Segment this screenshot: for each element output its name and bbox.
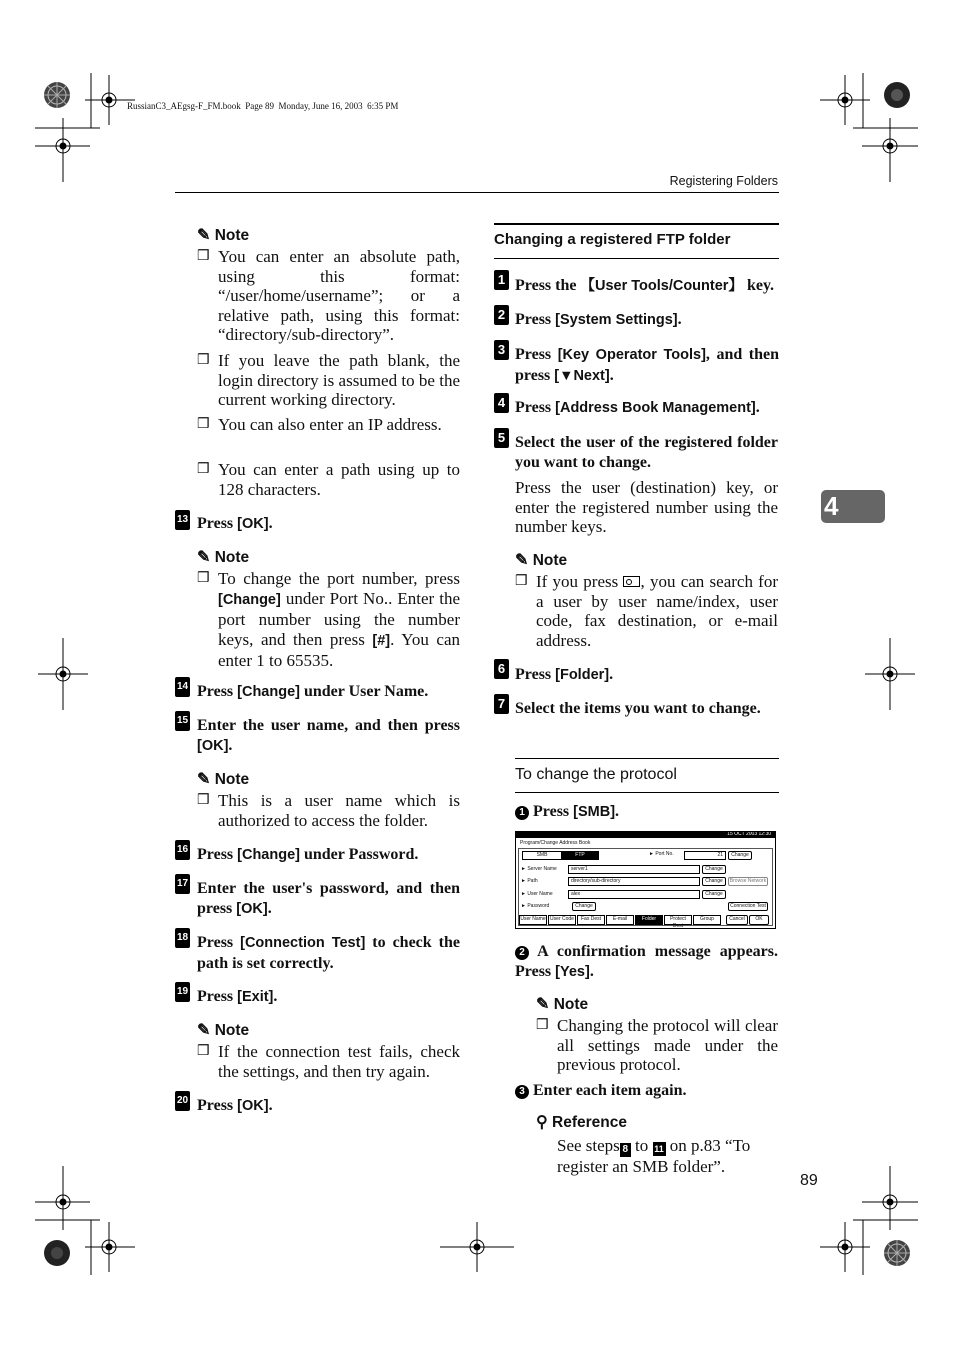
step-text-pre: Enter the user's password, and then press	[197, 880, 460, 917]
checkbox-bullet-icon: ❒	[197, 249, 210, 264]
note-label: Note	[532, 552, 568, 569]
chapter-number: 4	[824, 491, 839, 521]
user-name-field[interactable]: alex	[568, 890, 700, 899]
substep-3-text	[515, 1081, 779, 1101]
step-text-pre: Press	[515, 346, 558, 363]
connection-test-key: [Connection Test]	[240, 935, 366, 951]
subsection-title: To change the protocol	[515, 766, 677, 783]
step-text-post: to check the path is set correctly.	[197, 934, 460, 972]
tab-fax-dest[interactable]: Fax Dest	[577, 915, 605, 925]
step-text-post: .	[609, 366, 614, 384]
system-settings-key: [System Settings]	[555, 312, 678, 328]
step-number: 7	[494, 694, 509, 714]
step-14-text	[197, 682, 461, 703]
step-number: 19	[175, 982, 190, 1002]
step-number: 4	[494, 393, 509, 413]
step-18-text	[197, 933, 460, 973]
key-operator-tools-key: [Key Operator Tools]	[557, 347, 706, 363]
step-text-pre: Enter the user name, and then press	[197, 717, 460, 734]
step-text: Enter each item again.	[533, 1082, 687, 1099]
step-text-pre: A confirmation message appears. Press	[515, 943, 778, 980]
step-text-post: key.	[742, 277, 775, 294]
step-text-post: .	[228, 736, 233, 754]
step-text-post: .	[677, 311, 682, 328]
checkbox-bullet-icon: ❒	[197, 1044, 210, 1059]
step-text-pre: Press	[197, 988, 238, 1005]
search-key-icon	[623, 576, 640, 587]
step-text-pre: Press	[515, 666, 556, 683]
step-text-pre: Press	[515, 311, 556, 328]
screen-status: 15 OCT 2003 12:30	[727, 831, 771, 837]
ok-key: [OK]	[237, 516, 269, 532]
user-name-label: ► User Name	[521, 891, 553, 897]
step-text-pre: Press	[533, 803, 574, 820]
note-text-part: If you press	[536, 572, 624, 591]
header-rule	[175, 192, 779, 193]
smb-button[interactable]: SMB	[522, 851, 562, 860]
step-text-mid: , and then press	[515, 346, 780, 384]
change-key: [Change]	[237, 847, 300, 863]
user-name-change-button[interactable]: Change	[702, 890, 726, 899]
step-text-post: .	[268, 1097, 273, 1114]
tab-user-name[interactable]: User Name	[519, 915, 547, 925]
control-panel-screenshot	[515, 831, 776, 929]
pencil-icon: ✎	[197, 1022, 211, 1039]
reference-text-part: See steps	[557, 1136, 620, 1155]
reference-text-part: to	[630, 1136, 653, 1155]
note-label: Note	[214, 549, 250, 566]
pencil-icon: ✎	[197, 549, 211, 566]
server-name-label: ► Server Name	[521, 866, 557, 872]
tab-email[interactable]: E-mail	[606, 915, 634, 925]
step-text-pre: Press	[197, 515, 238, 532]
substep-number: 3	[515, 1085, 529, 1099]
exit-key: [Exit]	[237, 989, 274, 1005]
smb-key: [SMB]	[573, 804, 616, 820]
step-text-post: .	[267, 899, 272, 917]
step-text-post: .	[268, 515, 273, 532]
step-number: 20	[175, 1091, 190, 1111]
note-text: This is a user name which is authorized to access the folder.	[218, 791, 460, 830]
step-number: 6	[494, 659, 509, 679]
next-key: [▼Next]	[554, 367, 610, 384]
note-heading	[197, 225, 249, 245]
step-text-post: under User Name.	[299, 683, 429, 700]
step-number: 1	[494, 270, 509, 290]
pencil-icon: ✎	[536, 996, 550, 1013]
running-header: Registering Folders	[669, 174, 778, 188]
yes-key: [Yes]	[555, 963, 590, 980]
note-text-part: . You can enter 1 to 65535.	[218, 629, 460, 671]
step-ref-8: 8	[620, 1143, 631, 1157]
note-heading	[515, 550, 567, 570]
tab-group[interactable]: Group	[693, 915, 721, 925]
reference-text-part: on p.83 “To register an SMB folder”.	[557, 1136, 751, 1176]
change-key: [Change]	[218, 591, 281, 608]
change-key: [Change]	[237, 684, 300, 700]
screen-tab-bar	[519, 915, 771, 929]
screen-cancel-button[interactable]: Cancel	[726, 915, 748, 925]
note-text: You can also enter an IP address.	[218, 415, 442, 434]
step-number: 16	[175, 840, 190, 860]
pencil-icon: ✎	[197, 771, 211, 788]
note-text: Changing the protocol will clear all settings made under the previous protocol.	[557, 1016, 778, 1075]
step-2-text	[515, 310, 779, 331]
screen-ok-button[interactable]: OK	[749, 915, 769, 925]
step-20-text	[197, 1096, 461, 1117]
step-6-text	[515, 665, 779, 686]
step-text-post: .	[589, 962, 594, 980]
path-change-button[interactable]: Change	[702, 877, 726, 886]
pencil-icon: ✎	[197, 227, 211, 244]
password-label: ► Password	[521, 903, 550, 909]
note-label: Note	[214, 227, 250, 244]
ftp-button[interactable]: FTP	[561, 851, 599, 860]
checkbox-bullet-icon: ❒	[197, 793, 210, 808]
step-16-text	[197, 845, 461, 866]
note-text: You can enter a path using up to 128 characters.	[218, 460, 460, 499]
step-text-post: .	[755, 399, 760, 416]
address-book-management-key: [Address Book Management]	[555, 400, 756, 416]
substep-number: 1	[515, 806, 529, 820]
tab-user-code[interactable]: User Code	[548, 915, 576, 925]
subsection-rule-bottom	[515, 792, 779, 793]
checkbox-bullet-icon: ❒	[536, 1018, 549, 1033]
step-number: 17	[175, 874, 190, 894]
tab-folder[interactable]: Folder	[635, 915, 663, 925]
step-text-post: .	[609, 666, 614, 683]
step-7-text: Select the items you want to change.	[515, 700, 761, 717]
step-15-text	[197, 716, 460, 756]
step-13-text	[197, 514, 461, 535]
ok-key: [OK]	[236, 900, 268, 917]
path-label: ► Path	[521, 878, 538, 884]
note-text	[218, 569, 460, 671]
step-text-post: .	[615, 803, 620, 820]
ok-key: [OK]	[237, 1098, 269, 1114]
checkbox-bullet-icon: ❒	[197, 571, 210, 586]
checkbox-bullet-icon: ❒	[515, 574, 528, 589]
reference-text	[557, 1136, 779, 1177]
section-rule-top	[494, 223, 779, 225]
connection-test-button[interactable]: Connection Test	[728, 902, 768, 911]
step-text-post: .	[273, 988, 278, 1005]
step-text-pre: Press the	[515, 277, 581, 294]
step-number: 13	[175, 510, 190, 530]
user-tools-counter-key: 【User Tools/Counter】	[580, 278, 743, 294]
note-text	[536, 572, 778, 650]
password-change-button[interactable]: Change	[572, 902, 596, 911]
checkbox-bullet-icon: ❒	[197, 462, 210, 477]
subsection-rule-top	[515, 758, 779, 759]
note-heading	[197, 769, 249, 789]
step-number: 15	[175, 711, 190, 731]
note-text: If the connection test fails, check the settings, and then try again.	[218, 1042, 460, 1081]
step-number: 14	[175, 677, 190, 697]
substep-1-text	[515, 802, 779, 823]
tab-protect-dest[interactable]: Protect Dest	[664, 915, 692, 925]
note-text: If you leave the path blank, the login directory is assumed to be the current working directory.	[218, 351, 460, 410]
step-text-pre: Press	[197, 1097, 238, 1114]
note-text-part: , you can search for a user by user name/index, user code, fax destination, or e-mail address.	[536, 572, 779, 650]
note-text-part: under Port No.. Enter the port number using the number keys, and then press	[218, 588, 460, 649]
section-rule-bottom	[494, 258, 779, 259]
reference-heading	[536, 1112, 627, 1132]
pencil-icon: ✎	[515, 552, 529, 569]
step-5-body: Press the user (destination) key, or enter the registered number using the number keys.	[515, 478, 778, 537]
substep-2-text	[515, 942, 778, 982]
note-text-part: To change the port number, press	[218, 569, 460, 588]
page-number: 89	[800, 1172, 818, 1189]
browse-network-button[interactable]: Browse Network	[729, 878, 767, 884]
section-title: Changing a registered FTP folder	[494, 231, 731, 248]
checkbox-bullet-icon: ❒	[197, 353, 210, 368]
step-4-text	[515, 398, 779, 419]
step-text-post: under Password.	[299, 846, 419, 863]
step-number: 3	[494, 340, 509, 360]
reference-label: Reference	[552, 1114, 627, 1131]
note-heading	[197, 547, 249, 567]
step-text-pre: Press	[197, 846, 238, 863]
step-19-text	[197, 987, 461, 1008]
file-header: RussianC3_AEgsg-F_FM.book Page 89 Monday, June 16, 2003 6:35 PM	[127, 101, 399, 111]
step-ref-11: 11	[654, 1144, 664, 1154]
note-label: Note	[553, 996, 589, 1013]
note-heading	[197, 1020, 249, 1040]
substep-number: 2	[515, 946, 529, 960]
step-1-text	[515, 276, 779, 297]
hash-key: [#]	[372, 632, 391, 649]
note-label: Note	[214, 771, 250, 788]
server-name-field[interactable]: server1	[568, 865, 700, 874]
checkbox-bullet-icon: ❒	[197, 417, 210, 432]
step-text-pre: Press	[197, 934, 241, 951]
step-text-pre: Press	[197, 683, 238, 700]
ok-key: [OK]	[197, 737, 229, 754]
step-text-pre: Press	[515, 399, 556, 416]
server-change-button[interactable]: Change	[702, 865, 726, 874]
chapter-tab	[821, 490, 885, 523]
path-field[interactable]: directory/sub-directory	[568, 877, 700, 886]
note-heading	[536, 994, 588, 1014]
note-text: You can enter an absolute path, using this format: “/user/home/username”; or a relative path, using this format: “directory/sub-directory”.	[218, 247, 460, 345]
step-17-text	[197, 879, 460, 919]
step-number: 5	[494, 428, 509, 448]
step-number: 2	[494, 305, 509, 325]
step-5-text: Select the user of the registered folder you want to change.	[515, 434, 778, 471]
step-3-text	[515, 345, 779, 386]
folder-key: [Folder]	[555, 667, 610, 683]
note-label: Note	[214, 1022, 250, 1039]
step-number: 18	[175, 928, 190, 948]
magnifier-icon: ⚲	[536, 1114, 548, 1131]
screen-title: Program/Change Address Book	[520, 840, 591, 846]
port-field[interactable]: 21	[684, 851, 726, 860]
port-change-button[interactable]: Change	[728, 851, 752, 860]
port-label: ► Port No.	[649, 851, 674, 857]
